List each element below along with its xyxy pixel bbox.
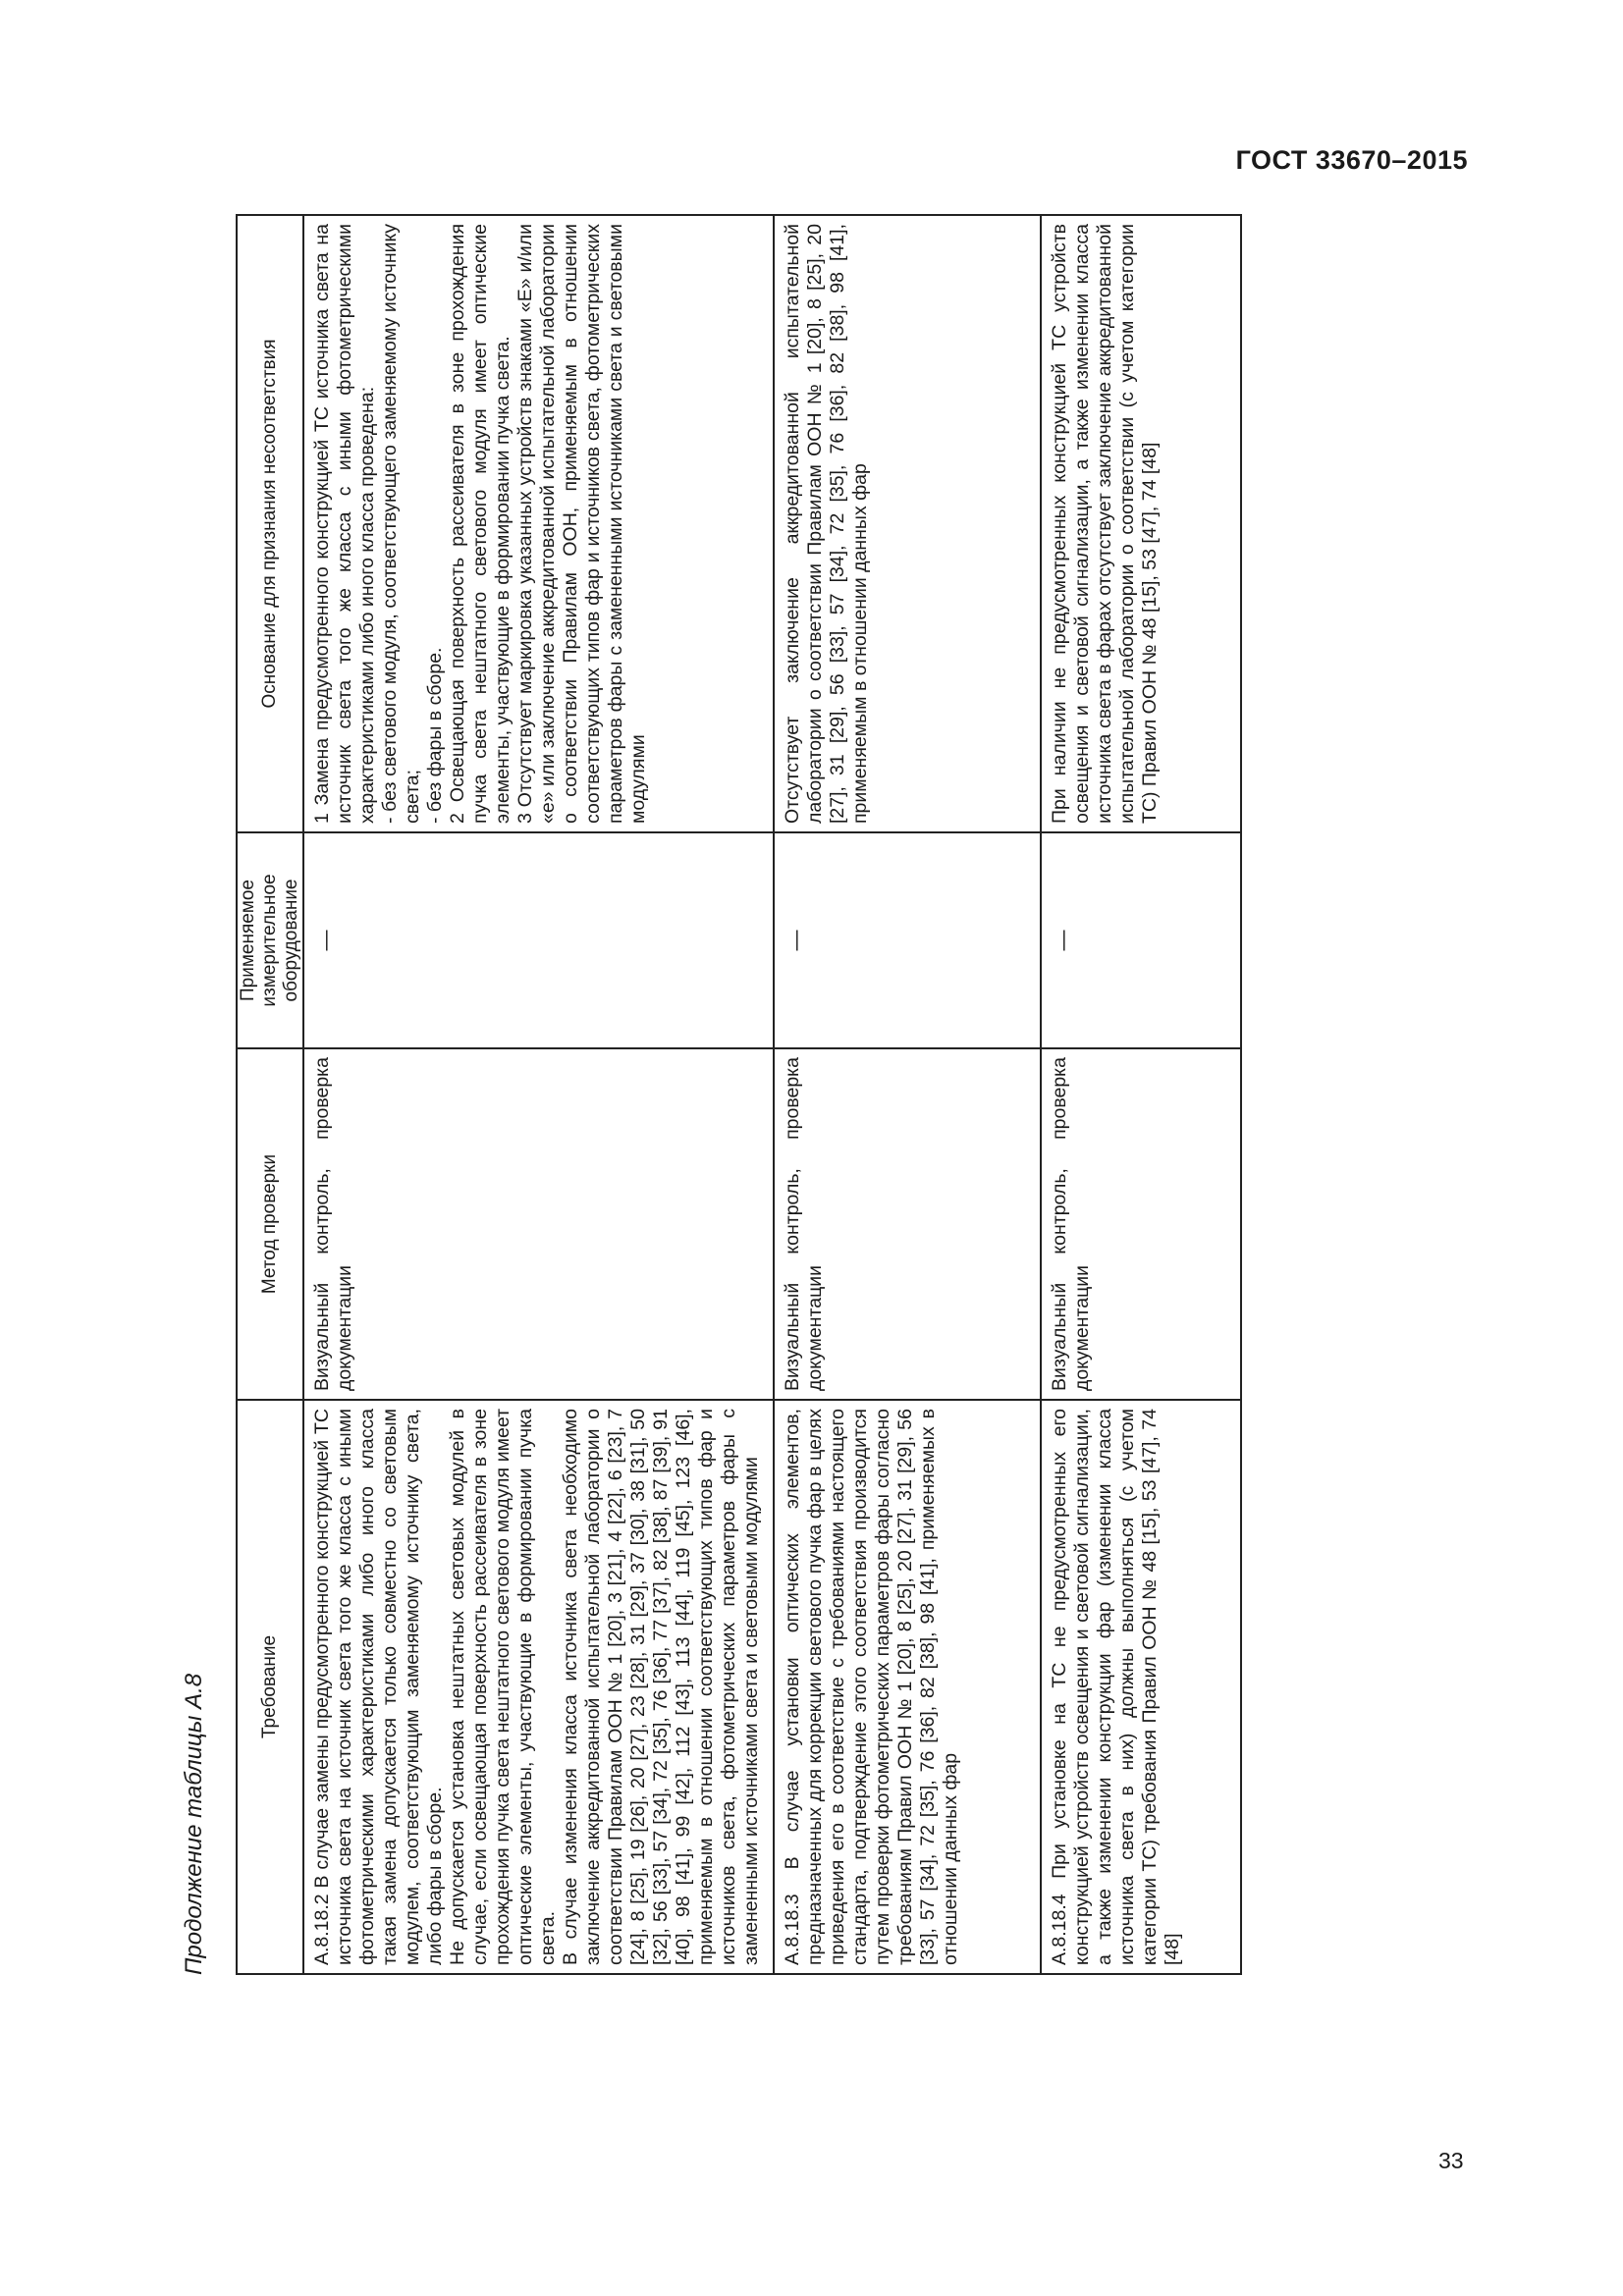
requirement-paragraph: А.8.18.2 В случае замены предусмотренного конструкцией ТС источника света на источник света того же класса с иными фотометрическими характеристиками либо иного класса такая замена допускается только совместно со световым модулем, соответствующим заменяемому источнику света, либо фары в сборе. xyxy=(311,1409,446,1965)
column-header-method: Метод проверки xyxy=(237,1048,303,1400)
basis-paragraph: Отсутствует заключение аккредитованной испытательной лаборатории о соответствии Правилам ООН № 1 [20], 8 [25], 20 [27], 31 [29], 56 [33], 57 [34], 72 [35], 76 [36], 82 [38], 98 [41], применяемым в отношении данных фар xyxy=(782,224,871,824)
basis-cell xyxy=(303,215,774,832)
method-cell: Визуальный контроль, проверка документации xyxy=(1041,1048,1241,1400)
requirements-table xyxy=(236,214,1242,1975)
basis-cell xyxy=(1041,215,1241,832)
equipment-cell: — xyxy=(1041,832,1241,1048)
requirement-paragraph: В случае изменения класса источника света необходимо заключение аккредитованной испытательной лаборатории о соответствии Правилам ООН № 1 [20], 3 [21], 4 [22], 6 [23], 7 [24], 8 [25], 19 [26], 20 [27], 23 [28], 31 [29], 37 [30], 38 [31], 50 [32], 56 [33], 57 [34], 72 [35], 76 [36], 77 [37], 82 [38], 87 [39], 91 [40], 98 [41], 99 [42], 112 [43], 113 [44], 119 [45], 123 [46], применяемым в отношении соответствующих типов фар и источников света, фотометрических параметров фары с замененными источниками света и световыми модулями xyxy=(560,1409,762,1965)
requirement-paragraph: А.8.18.3 В случае установки оптических элементов, предназначенных для коррекции светового пучка фар в целях приведения его в соответствие с требованиями настоящего стандарта, подтверждение этого соответствия производится путем проверки фотометрических параметров фары согласно требованиям Правил ООН № 1 [20], 8 [25], 20 [27], 31 [29], 56 [33], 57 [34], 72 [35], 76 [36], 82 [38], 98 [41], применяемых в отношении данных фар xyxy=(782,1409,961,1965)
requirement-cell xyxy=(1041,1400,1241,1974)
column-header-requirement: Требование xyxy=(237,1400,303,1974)
basis-cell xyxy=(774,215,1041,832)
table-row xyxy=(1041,215,1241,1974)
table-caption: Продолжение таблицы А.8 xyxy=(181,1673,207,1975)
standard-designation: ГОСТ 33670–2015 xyxy=(1235,145,1468,175)
table-row xyxy=(303,215,774,1974)
basis-paragraph: 1 Замена предусмотренного конструкцией ТС источника света на источник света того же класса с иными фотометрическими характеристиками либо иного класса проведена: xyxy=(311,224,378,824)
basis-paragraph: 2 Освещающая поверхность рассеивателя в зоне прохождения пучка света нештатного светового модуля имеет оптические элементы, участвующие в формировании пучка света. xyxy=(447,224,514,824)
basis-paragraph: При наличии не предусмотренных конструкцией ТС устройств освещения и световой сигнализации, а также изменении класса источника света в фарах отсутствует заключение аккредитованной испытательной лаборатории о соответствии (с учетом категории ТС) Правил ООН № 48 [15], 53 [47], 74 [48] xyxy=(1049,224,1161,824)
requirement-cell xyxy=(774,1400,1041,1974)
column-header-equipment: Применяемое измерительное оборудование xyxy=(237,832,303,1048)
requirement-paragraph: Не допускается установка нештатных световых модулей в случае, если освещающая поверхность рассеивателя в зоне прохождения пучка света нештатного светового модуля имеет оптические элементы, участвующие в формировании пучка света. xyxy=(447,1409,559,1965)
method-cell: Визуальный контроль, проверка документации xyxy=(774,1048,1041,1400)
equipment-cell: — xyxy=(774,832,1041,1048)
requirement-cell xyxy=(303,1400,774,1974)
requirement-paragraph: А.8.18.4 При установке на ТС не предусмотренных его конструкцией устройств освещения и световой сигнализации, а также изменении конструкции фар (изменении класса источника света в них) должны выполняться (с учетом категории ТС) требования Правил ООН № 48 [15], 53 [47], 74 [48] xyxy=(1049,1409,1183,1965)
method-cell: Визуальный контроль, проверка документации xyxy=(303,1048,774,1400)
table-header-row xyxy=(237,215,303,1974)
basis-paragraph: - без фары в сборе. xyxy=(424,647,446,824)
page-number: 33 xyxy=(1438,2148,1464,2173)
table-row xyxy=(774,215,1041,1974)
basis-paragraph: 3 Отсутствует маркировка указанных устройств знаками «Е» и/или «е» или заключение аккредитованной испытательной лаборатории о соответствии Правилам ООН, применяемым в отношении соответствующих типов фар и источников света, фотометрических параметров фары с замененными источниками света и световыми модулями xyxy=(514,224,649,824)
equipment-cell: — xyxy=(303,832,774,1048)
column-header-basis: Основание для признания несоответствия xyxy=(237,215,303,832)
basis-paragraph: - без светового модуля, соответствующего заменяемому источнику света; xyxy=(379,224,423,824)
rotated-table-page xyxy=(181,216,1492,1975)
